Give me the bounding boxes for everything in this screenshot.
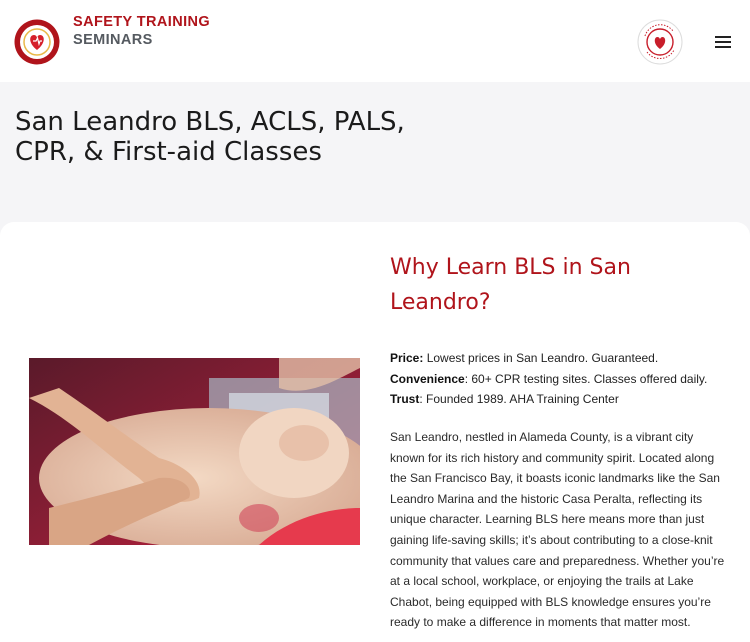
cpr-training-photo [29,358,360,545]
section-title-line1: Why Learn BLS in San [390,255,631,280]
cpr-photo-illustration [29,358,360,545]
key-facts-list [390,348,735,410]
aha-authorized-training-center-badge-icon [637,19,683,65]
section-paragraph: San Leandro, nestled in Alameda County, is a vibrant city known for its rich history and community spirit. Located along the San Francisco Bay, it boasts iconic landmarks like the San Leandro Marina and the historic Casa Peralta, reflecting its unique character. Learning BLS here means more than just gaining life-saving skills; it’s about contributing to a close-knit community that values care and preparedness. Whether you’re at a local school, workplace, or enjoying the trails at Lake Chabot, being equipped with BLS knowledge ensures you’re ready to make a difference in moments that matter most. [390,430,725,630]
fact-label: Convenience [390,371,465,386]
section-title-line2: Leandro? [390,290,491,315]
hamburger-menu-icon[interactable] [712,33,734,51]
page-title-line1: San Leandro BLS, ACLS, PALS, [15,107,405,137]
fact-text: : 60+ CPR testing sites. Classes offered daily. [464,371,708,386]
fact-trust [390,389,735,410]
fact-label: Trust [390,392,420,406]
fact-text: : Founded 1989. AHA Training Center [419,392,619,406]
fact-label: Price: [390,351,424,365]
brand-name-secondary[interactable]: SEMINARS [73,32,153,48]
fact-text: Lowest prices in San Leandro. Guaranteed. [423,351,659,365]
page-title [15,107,535,167]
fact-price [390,348,735,369]
heart-logo-icon[interactable] [14,19,60,65]
fact-convenience [390,369,735,390]
site-header [0,0,750,82]
page-title-line2: CPR, & First-aid Classes [15,137,322,167]
section-title [390,250,720,320]
brand-name-primary[interactable]: SAFETY TRAINING [73,14,211,30]
